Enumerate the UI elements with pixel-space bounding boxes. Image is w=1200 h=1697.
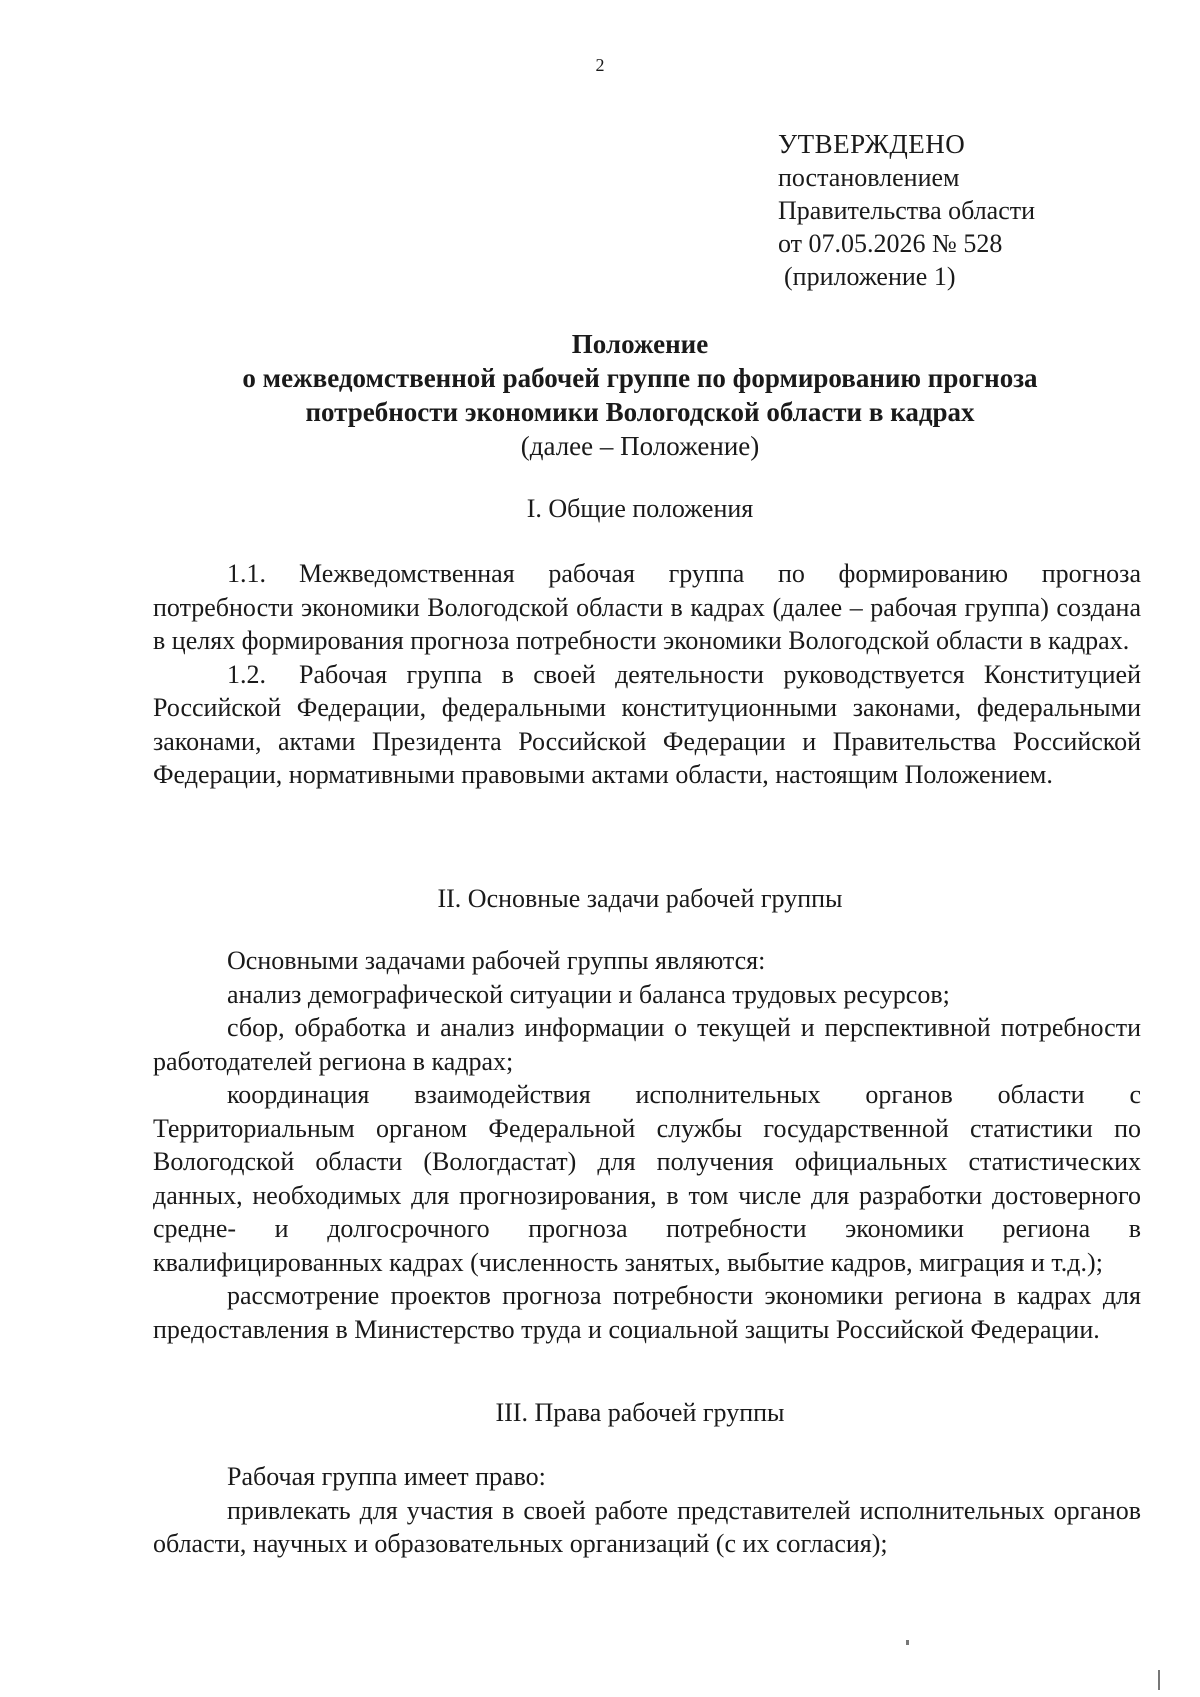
title-subline: (далее – Положение) xyxy=(520,431,760,461)
section-3-body xyxy=(153,1460,1141,1561)
paragraph-number: 1.2. xyxy=(227,659,266,689)
title-line: потребности экономики Вологодской области в кадрах xyxy=(305,397,975,427)
approval-stamp xyxy=(778,128,1035,293)
task-item: рассмотрение проектов прогноза потребности экономики региона в кадрах для предоставления в Министерство труда и социальной защиты Российской Федерации. xyxy=(153,1281,1141,1344)
paragraph-text: Межведомственная рабочая группа по формированию прогноза потребности экономики Вологодской области в кадрах (далее – рабочая группа) создана в целях формирования прогноза потребности экономики Вологодской области в кадрах. xyxy=(153,559,1141,655)
section-heading-3: III. Права рабочей группы xyxy=(495,1398,785,1427)
scan-speck xyxy=(906,1640,909,1645)
paragraph-text: Рабочая группа в своей деятельности руководствуется Конституцией Российской Федерации, федеральными конституционными законами, федеральными законами, актами Президента Российской Федерации и Правительства Российской Федерации, нормативными правовыми актами области, настоящим Положением. xyxy=(153,659,1141,789)
right-item: привлекать для участия в своей работе представителей исполнительных органов области, научных и образовательных организаций (с их согласия); xyxy=(153,1495,1141,1558)
task-item: сбор, обработка и анализ информации о текущей и перспективной потребности работодателей региона в кадрах; xyxy=(153,1013,1141,1076)
paragraph-1-1 xyxy=(153,557,1141,658)
approval-line: от 07.05.2026 № 528 xyxy=(778,229,1003,258)
title-line: о межведомственной рабочей группе по формированию прогноза xyxy=(242,363,1038,393)
section-1-body xyxy=(153,557,1141,792)
paragraph-number: 1.1. xyxy=(227,559,266,588)
document-title xyxy=(150,327,1130,463)
approval-appendix: (приложение 1) xyxy=(784,262,956,291)
page-number: 2 xyxy=(595,55,605,75)
section-3-intro: Рабочая группа имеет право: xyxy=(227,1462,546,1491)
approval-head: УТВЕРЖДЕНО xyxy=(778,129,966,159)
section-heading-1: I. Общие положения xyxy=(526,494,754,523)
section-2-body xyxy=(153,944,1141,1346)
paragraph-1-2 xyxy=(153,658,1141,792)
task-item: координация взаимодействия исполнительных органов области с Территориальным органом Федеральной службы государственной статистики по Вологодской области (Вологдастат) для получения официальных статистических данных, необходимых для прогнозирования, в том числе для разработки достоверного средне- и долгосрочного прогноза потребности экономики региона в квалифицированных кадрах (численность занятых, выбытие кадров, миграция и т.д.); xyxy=(153,1080,1141,1277)
section-2-intro: Основными задачами рабочей группы являются: xyxy=(227,946,766,975)
approval-line: Правительства области xyxy=(778,196,1036,225)
title-line: Положение xyxy=(571,329,709,359)
approval-line: постановлением xyxy=(778,163,960,192)
task-item: анализ демографической ситуации и баланса трудовых ресурсов; xyxy=(227,979,950,1009)
section-heading-2: II. Основные задачи рабочей группы xyxy=(437,884,843,913)
scan-mark xyxy=(1158,1670,1160,1690)
